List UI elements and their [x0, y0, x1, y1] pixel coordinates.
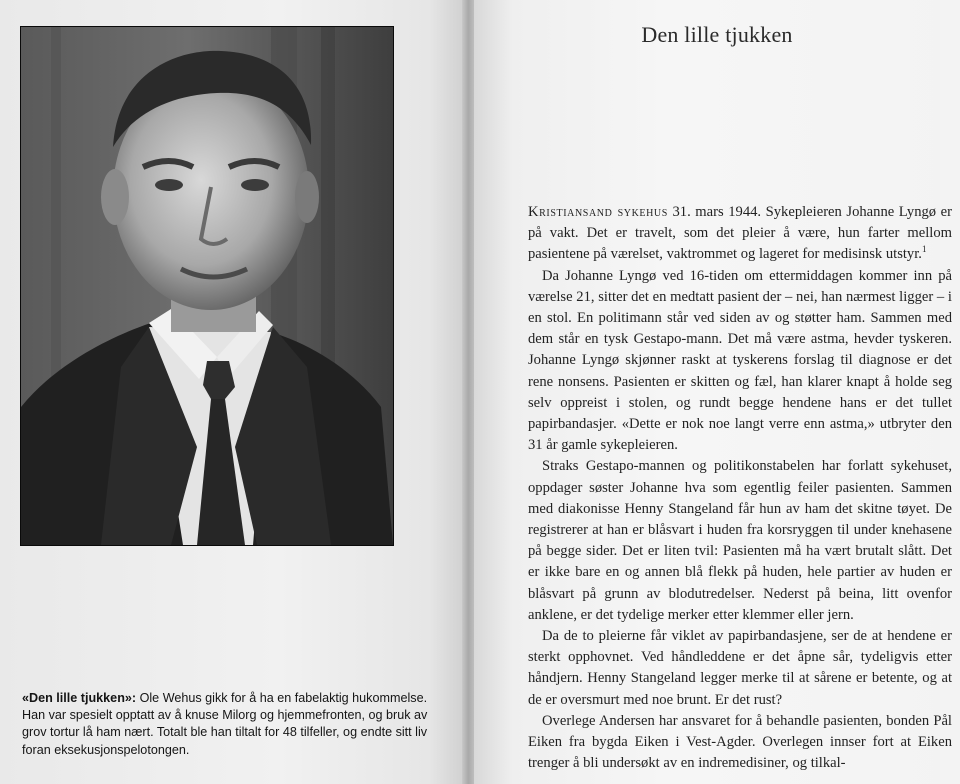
photo-caption	[22, 690, 442, 759]
paragraph: Straks Gestapo-mannen og politikonstabelen har forlatt sykehuset, oppdager søster Johanne hva som egentlig feiler pasienten. Sammen med diakonisse Henny Stangeland får hun av ham det skitne tøyet. De registrerer at han er blåsvart i huden fra korsryggen til under knehasene på begge sider. Det er liten tvil: Pasienten må ha vært brutalt slått. Det er ikke bare en og annen blå flekk på huden, hele partier av huden er blåsvart på grunn av blodutredelser. Nederst på beina, litt ovenfor anklene, er det tydelige merker etter klemmer eller jern.	[528, 458, 952, 623]
paragraph-lead: Kristiansand sykehus	[528, 204, 668, 220]
caption-text: Ole Wehus gikk for å ha en fabelaktig hukommelse. Han var spesielt opptatt av å knuse Milorg og hjemmefronten, og bruk av grov tortur lå ham nært. Totalt ble han tiltalt for 48 tilfeller, og endte sitt liv foran eksekusjonspelotongen.	[22, 691, 428, 757]
chapter-title: Den lille tjukken	[641, 22, 793, 47]
paragraph-text: 31. mars 1944. Sykepleieren Johanne Lyngø er på vakt. Det er travelt, som det pleier å være, hun farter mellom pasientene på værelset, vaktrommet og lageret for medisinsk utstyr.	[528, 204, 952, 263]
caption-title: «Den lille tjukken»:	[22, 691, 137, 705]
chapter-body	[528, 202, 952, 774]
paragraph: Da Johanne Lyngø ved 16-tiden om ettermiddagen kommer inn på værelse 21, sitter det en medtatt pasient der – nei, han nærmest ligger – i en stol. En politimann står ved siden av og støtter ham. Sammen med dem står en tysk Gestapo-mann. Det må være astma, hevder tyskeren. Johanne Lyngø skjønner raskt at tyskerens forslag til diagnose er det rene nonsens. Pasienten er skitten og fæl, han klarer knapt å holde seg selv oppreist i stolen, og rundt begge hendene hans er det tullet papirbandasjer. «Dette er nok noe langt verre enn astma,» utbryter den 31 år gamle sykepleieren.	[528, 267, 952, 454]
portrait-photo	[20, 26, 394, 546]
footnote-marker[interactable]: 1	[921, 244, 927, 255]
left-page	[0, 0, 466, 784]
paragraph	[528, 202, 952, 266]
paragraph: Da de to pleierne får viklet av papirbandasjene, ser de at hendene er sterkt opphovnet. Ved håndleddene er det åpne sår, tydeligvis etter håndjern. Henny Stangeland legger merke til at sårene er betente, og at de er oversmurt med noe brunt. Er det rust?	[528, 628, 952, 708]
paragraph: Overlege Andersen har ansvaret for å behandle pasienten, bonden Pål Eiken fra bygda Eiken i Vest-Agder. Overlegen innser fort at Eiken trenger å bli undersøkt av en indremedisiner, og tilkal-	[528, 712, 952, 772]
